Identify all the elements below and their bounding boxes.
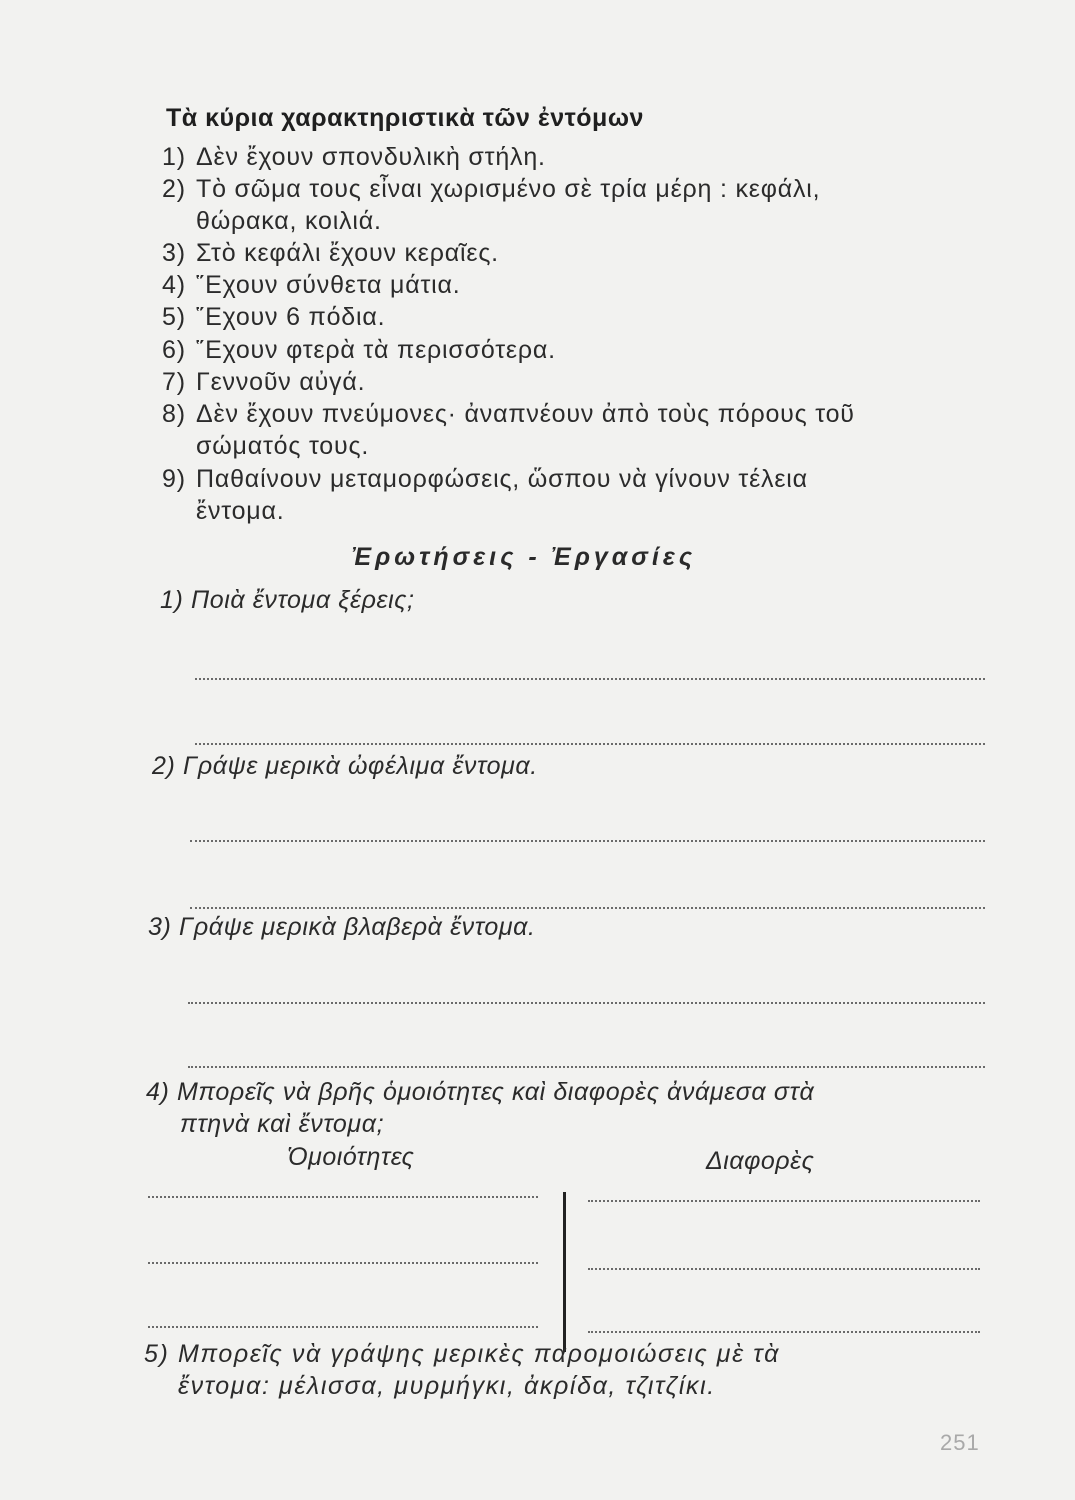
- fact-text: Δὲν ἔχουν πνεύμονες· ἀναπνέουν ἀπὸ τοὺς πόρους τοῦ: [196, 400, 855, 428]
- question-5-text-continued: ἔντομα: μέλισσα, μυρμήγκι, ἀκρίδα, τζιτζίκι.: [178, 1372, 716, 1400]
- fact-text: ῞Εχουν 6 πόδια.: [196, 303, 386, 331]
- fact-number: 1): [162, 143, 186, 171]
- question-4: [146, 1076, 814, 1140]
- answer-line[interactable]: [188, 1002, 985, 1004]
- question-4-text-continued: πτηνὰ καὶ ἔντομα;: [180, 1110, 385, 1138]
- fact-item: [162, 463, 1012, 527]
- fact-number: 5): [162, 303, 186, 331]
- fact-text-continued: θώρακα, κοιλιά.: [196, 207, 382, 235]
- fact-number: 7): [162, 368, 186, 396]
- section-title: Τὰ κύρια χαρακτηριστικὰ τῶν ἐντόμων: [166, 104, 644, 132]
- fact-item: [162, 173, 1012, 237]
- fact-text: ῞Εχουν σύνθετα μάτια.: [196, 271, 461, 299]
- fact-text-continued: ἔντομα.: [196, 497, 285, 525]
- difference-line[interactable]: [588, 1268, 980, 1270]
- fact-text: Γεννοῦν αὐγά.: [196, 368, 366, 396]
- answer-line[interactable]: [195, 743, 985, 745]
- similarity-line[interactable]: [148, 1196, 538, 1198]
- answer-line[interactable]: [195, 678, 985, 680]
- similarities-heading: Ὁμοιότητες: [287, 1143, 415, 1171]
- fact-text: ῞Εχουν φτερὰ τὰ περισσότερα.: [196, 336, 556, 364]
- questions-heading: Ἐρωτήσεις - Ἐργασίες: [352, 543, 697, 571]
- question-1: 1) Ποιὰ ἔντομα ξέρεις;: [160, 586, 415, 614]
- fact-text: Παθαίνουν μεταμορφώσεις, ὥσπου νὰ γίνουν τέλεια: [196, 465, 808, 493]
- question-5-text: 5) Μπορεῖς νὰ γράψης μερικὲς παρομοιώσεις μὲ τὰ: [144, 1340, 781, 1368]
- fact-item: [162, 301, 1012, 333]
- page-number: 251: [940, 1430, 980, 1455]
- fact-number: 9): [162, 465, 186, 493]
- fact-number: 8): [162, 400, 186, 428]
- answer-line[interactable]: [190, 840, 985, 842]
- similarity-line[interactable]: [148, 1262, 538, 1264]
- fact-item: [162, 366, 1012, 398]
- answer-line[interactable]: [188, 1066, 985, 1068]
- fact-text-continued: σώματός τους.: [196, 432, 370, 460]
- fact-text: Στὸ κεφάλι ἔχουν κεραῖες.: [196, 239, 499, 267]
- similarity-line[interactable]: [148, 1326, 538, 1328]
- fact-item: [162, 398, 1012, 462]
- fact-number: 2): [162, 175, 186, 203]
- difference-line[interactable]: [588, 1200, 980, 1202]
- fact-number: 6): [162, 336, 186, 364]
- fact-item: [162, 141, 1012, 173]
- difference-line[interactable]: [588, 1331, 980, 1333]
- fact-item: [162, 334, 1012, 366]
- answer-line[interactable]: [190, 907, 985, 909]
- question-2: 2) Γράψε μερικὰ ὠφέλιμα ἔντομα.: [152, 752, 538, 780]
- question-3: 3) Γράψε μερικὰ βλαβερὰ ἔντομα.: [148, 913, 536, 941]
- fact-text: Τὸ σῶμα τους εἶναι χωρισμένο σὲ τρία μέρη : κεφάλι,: [196, 175, 821, 203]
- question-5: [144, 1338, 780, 1402]
- fact-text: Δὲν ἔχουν σπονδυλικὴ στήλη.: [196, 143, 546, 171]
- fact-item: [162, 269, 1012, 301]
- fact-number: 4): [162, 271, 186, 299]
- fact-item: [162, 237, 1012, 269]
- column-divider: [563, 1192, 566, 1352]
- fact-number: 3): [162, 239, 186, 267]
- question-4-text: 4) Μπορεῖς νὰ βρῆς ὁμοιότητες καὶ διαφορὲς ἀνάμεσα στὰ: [146, 1078, 815, 1106]
- differences-heading: Διαφορὲς: [706, 1147, 815, 1175]
